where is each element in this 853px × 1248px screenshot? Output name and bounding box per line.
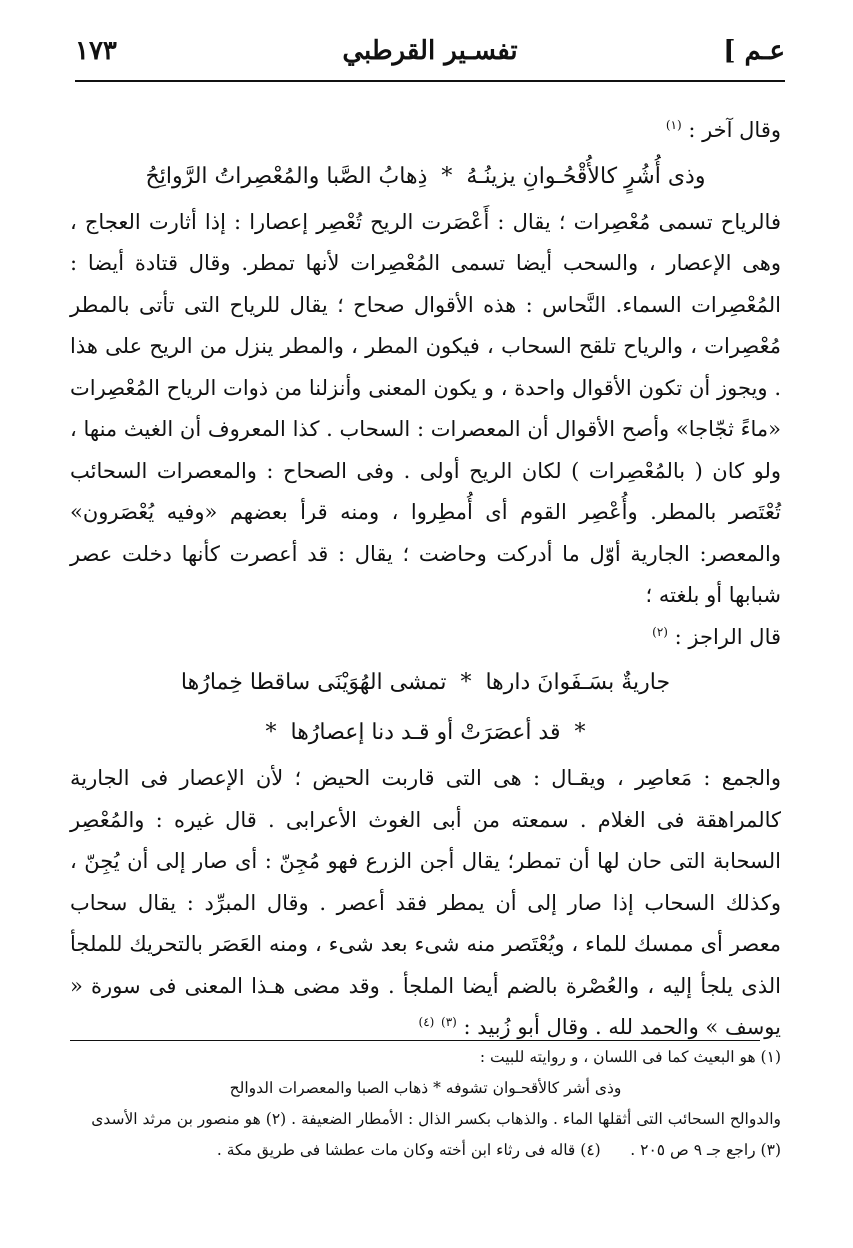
footnote-1-gloss: والدوالح السحائب التى أثقلها الماء . والذهاب بكسر الذال : الأمطار الضعيفة . [291, 1110, 781, 1128]
footnote-1-verse-first: وذى أشر كالأقحـوان تشوفه [445, 1079, 622, 1097]
verse-separator: * [574, 720, 586, 745]
verse-separator: * [265, 720, 277, 745]
verse-2-second: تمشى الهُوَيْنَى ساقطا خِمارُها [180, 670, 447, 695]
footnote-marker-2: (٢) [652, 624, 668, 639]
footnote-1: (١) هو البعيث كما فى اللسان ، و روايته للبيت : [479, 1048, 781, 1066]
verse-2-first: جاريةٌ بسَـفَوانَ دارها [485, 670, 671, 695]
rajiz-intro: قال الراجز : [674, 624, 781, 649]
verse-2 [70, 658, 781, 708]
footnote-marker-1: (١) [665, 118, 682, 132]
paragraph-2 [70, 758, 781, 1049]
main-text [70, 110, 781, 1049]
footnote-2: (٢) هو منصور بن مرثد الأسدى [91, 1110, 287, 1128]
footnote-3-4-line [70, 1135, 781, 1166]
surah-heading: عـم ] [723, 36, 785, 66]
footnote-marker-3: (٣) [441, 1015, 457, 1029]
verse-3-text: قد أعصَرَتْ أو قـد دنا إعصارُها [290, 720, 561, 745]
rajiz-intro-line [70, 617, 781, 659]
footnote-3: (٣) راجع جـ ٩ ص ٢٠٥ . [630, 1141, 781, 1159]
page-header [75, 30, 785, 80]
paragraph-2-text: والجمع : مَعاصِر ، ويقـال : هى التى قاربت الحيض ؛ لأن الإعصار فى الجارية كالمراهقة فى الغلام . سمعته من أبى الغوث الأعرابى . قال غيره : والمُعْصِر السحابة التى حان لها أن تمطر؛ يقال أجن الزرع فهو مُجِنّ : أى صار إلى أن يُجِنّ ، وكذلك السحاب إذا صار إلى أن يمطر فقد أعصر . وقال المبرِّد : يقال سحاب معصر أى ممسك للماء ، ويُعْتَصر منه شىء بعد شىء ، ومنه العَصَر بالتحريك للملجأ الذى يلجأ إليه ، والعُصْرة بالضم أيضا الملجأ . وقد مضى هـذا المعنى فى سورة « يوسف » والحمد لله . وقال أبو زُبيد : [70, 766, 781, 1039]
footnote-marker-4: (٤) [418, 1015, 435, 1029]
verse-3 [70, 708, 781, 758]
verse-separator: * [460, 670, 472, 695]
footnote-4: (٤) قاله فى رثاء ابن أخته وكان مات عطشا فى طريق مكة . [216, 1141, 601, 1159]
verse-1 [70, 152, 781, 202]
footnotes [70, 1042, 781, 1166]
intro-line [70, 110, 781, 152]
verse-separator: * [428, 1079, 441, 1097]
verse-separator: * [441, 163, 453, 189]
footnote-1-gloss-line [70, 1104, 781, 1135]
page-number: ١٧٣ [75, 36, 117, 66]
verse-1-second: ذِهابُ الصَّبا والمُعْصِراتُ الرَّوائِحُ [145, 163, 428, 189]
footnote-rule [70, 1040, 760, 1041]
paragraph-1: فالرياح تسمى مُعْصِرات ؛ يقال : أَعْصَرت الريح تُعْصِر إعصارا : إذا أثارت العجاج ، وهى الإعصار ، والسحب أيضا تسمى المُعْصِرات لأنها تمطر. وقال قتادة أيضا : المُعْصِرات السماء. النَّحاس : هذه الأقوال صحاح ؛ يقال للرياح التى تأتى بالمطر مُعْصِرات ، والرياح تلقح السحاب ، فيكون المطر ، والمطر ينزل من الريح على هذا . ويجوز أن تكون الأقوال واحدة ، و يكون المعنى وأنزلنا من ذوات الرياح المُعْصِرات «ماءً ثجّاجا» وأصح الأقوال أن المعصرات : السحاب . كذا المعروف أن الغيث منها ، ولو كان ( بالمُعْصِرات ) لكان الريح أولى . وفى الصحاح : والمعصرات السحائب تُعْتَصر بالمطر. وأُعْصِر القوم أى أُمطِروا ، ومنه قرأ بعضهم «وفيه يُعْصَرون» والمعصر: الجارية أوّل ما أدركت وحاضت ؛ يقال : قد أعصرت كأنها دخلت عصر شبابها أو بلغته ؛ [70, 209, 781, 607]
footnote-1-verse [70, 1073, 781, 1104]
verse-1-first: وذى أُشُرٍ كالأُقْحُـوانِ يزينُـهُ [466, 163, 706, 189]
footnote-1-verse-second: ذهاب الصبا والمعصرات الدوالح [229, 1079, 429, 1097]
book-title: تفسـير القرطبي [342, 36, 518, 66]
header-rule [75, 80, 785, 82]
intro-text: وقال آخر : [688, 118, 781, 142]
